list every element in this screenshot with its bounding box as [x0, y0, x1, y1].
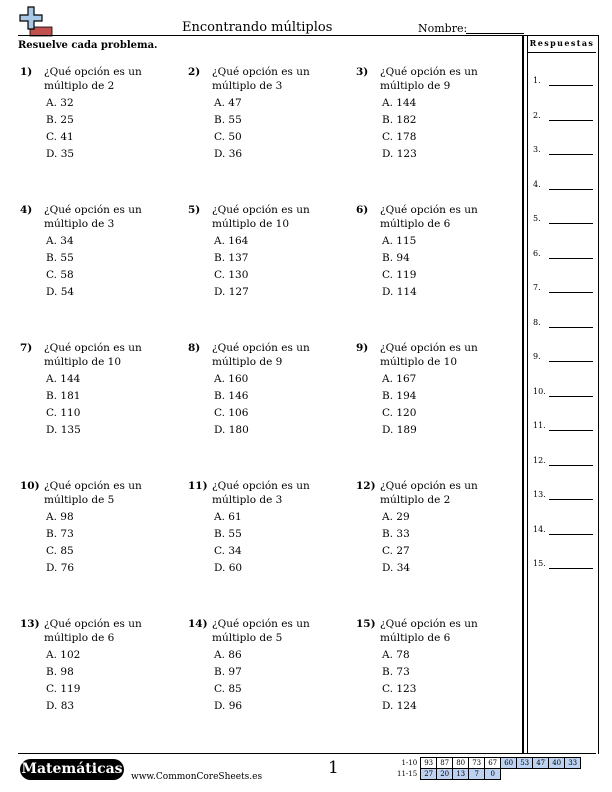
question-4: [20, 203, 170, 303]
footer-rule: [18, 753, 596, 754]
answer-option[interactable]: D. 123: [382, 148, 417, 160]
answer-blank-15[interactable]: [533, 559, 593, 571]
answer-option[interactable]: A. 102: [46, 649, 81, 661]
question-number: 10): [20, 480, 40, 492]
answer-key-cell: 67: [485, 758, 501, 769]
answers-panel-divider: [527, 35, 528, 753]
answer-number: 15.: [533, 559, 546, 568]
question-text: ¿Qué opción es un múltiplo de 10: [212, 204, 310, 230]
answer-option[interactable]: A. 164: [214, 235, 249, 247]
answer-number: 14.: [533, 524, 546, 534]
answer-key-cell: 13: [453, 769, 469, 780]
answer-key-row-label: 11-15: [397, 770, 418, 778]
answer-option[interactable]: C. 58: [46, 269, 74, 281]
question-text: ¿Qué opción es un múltiplo de 10: [44, 342, 142, 368]
answer-option[interactable]: A. 34: [46, 235, 74, 247]
question-5: [188, 203, 338, 303]
question-text: ¿Qué opción es un múltiplo de 3: [212, 480, 310, 506]
answer-option[interactable]: B. 94: [382, 252, 410, 264]
answer-blank-7[interactable]: [533, 283, 593, 295]
answer-line[interactable]: [549, 85, 593, 86]
question-8: [188, 341, 338, 441]
answer-line[interactable]: [549, 154, 593, 155]
answer-option[interactable]: D. 127: [214, 286, 249, 298]
answer-option[interactable]: B. 98: [46, 666, 74, 678]
logo-icon: [18, 5, 54, 37]
answer-option[interactable]: A. 144: [382, 97, 417, 109]
question-2: [188, 65, 338, 165]
answer-option[interactable]: B. 182: [382, 114, 417, 126]
question-15: [356, 617, 506, 717]
answer-line[interactable]: [549, 120, 593, 121]
answer-option[interactable]: B. 194: [382, 390, 417, 402]
answer-option[interactable]: D. 83: [46, 700, 75, 712]
answer-number: 5.: [533, 214, 541, 223]
question-number: 8): [188, 342, 201, 354]
answer-option[interactable]: A. 167: [382, 373, 417, 385]
header-rule: [18, 35, 524, 36]
site-url: www.CommonCoreSheets.es: [131, 772, 263, 782]
answer-option[interactable]: D. 34: [382, 562, 411, 574]
question-text: ¿Qué opción es un múltiplo de 2: [44, 66, 142, 92]
question-text: ¿Qué opción es un múltiplo de 5: [44, 480, 142, 506]
answer-line[interactable]: [549, 292, 593, 293]
answer-option[interactable]: D. 180: [214, 424, 249, 436]
answer-option[interactable]: B. 146: [214, 390, 249, 402]
answer-key-cell: 7: [469, 769, 485, 780]
answer-option[interactable]: C. 106: [214, 407, 249, 419]
answer-key-cell: 47: [533, 758, 549, 769]
answer-option[interactable]: C. 41: [46, 131, 74, 143]
answer-option[interactable]: C. 50: [214, 131, 242, 143]
question-13: [20, 617, 170, 717]
answer-option[interactable]: B. 55: [214, 528, 242, 540]
answer-option[interactable]: C. 120: [382, 407, 417, 419]
answer-blank-12[interactable]: [533, 456, 593, 468]
answer-blank-1[interactable]: [533, 76, 593, 88]
answer-blank-14[interactable]: [533, 525, 593, 537]
answer-key-row-label: 1-10: [401, 759, 418, 767]
question-number: 1): [20, 66, 33, 78]
question-number: 2): [188, 66, 201, 78]
answer-blank-11[interactable]: [533, 421, 593, 433]
answer-option[interactable]: D. 36: [214, 148, 243, 160]
answer-key-row: [395, 758, 581, 769]
answer-key-cell: 33: [565, 758, 581, 769]
answer-number: 2.: [533, 110, 541, 120]
answer-key-cell: 73: [469, 758, 485, 769]
question-text: ¿Qué opción es un múltiplo de 3: [44, 204, 142, 230]
answer-line[interactable]: [549, 223, 593, 224]
question-text: ¿Qué opción es un múltiplo de 6: [44, 618, 142, 644]
answer-key-cell: 53: [517, 758, 533, 769]
question-number: 5): [188, 204, 201, 216]
answer-key-cell: 80: [453, 758, 469, 769]
question-number: 15): [356, 618, 376, 630]
answer-option[interactable]: A. 47: [214, 97, 242, 109]
answer-option[interactable]: D. 60: [214, 562, 243, 574]
answer-blank-13[interactable]: [533, 490, 593, 502]
question-7: [20, 341, 170, 441]
question-number: 4): [20, 204, 33, 216]
question-number: 11): [188, 480, 208, 492]
question-text: ¿Qué opción es un múltiplo de 2: [380, 480, 478, 506]
answer-blank-2[interactable]: [533, 111, 593, 123]
answer-option[interactable]: D. 35: [46, 148, 75, 160]
answer-number: 12.: [533, 455, 546, 465]
answer-option[interactable]: A. 78: [382, 649, 410, 661]
answer-option[interactable]: A. 160: [214, 373, 249, 385]
name-field[interactable]: [466, 33, 524, 34]
answer-line[interactable]: [549, 568, 593, 569]
answer-option[interactable]: C. 34: [214, 545, 242, 557]
question-number: 9): [356, 342, 369, 354]
answer-key-cell: 40: [549, 758, 565, 769]
answer-option[interactable]: C. 178: [382, 131, 417, 143]
answer-key-cell: 60: [501, 758, 517, 769]
answer-option[interactable]: D. 96: [214, 700, 243, 712]
answer-number: 8.: [533, 317, 541, 327]
question-11: [188, 479, 338, 579]
answer-key-cell: 20: [437, 769, 453, 780]
answer-line[interactable]: [549, 258, 593, 259]
brand-badge: Matemáticas: [20, 759, 124, 780]
answer-number: 6.: [533, 248, 541, 258]
answer-option[interactable]: B. 55: [214, 114, 242, 126]
answer-option[interactable]: A. 29: [382, 511, 410, 523]
answer-option[interactable]: B. 33: [382, 528, 410, 540]
answer-line[interactable]: [549, 499, 593, 500]
question-9: [356, 341, 506, 441]
question-number: 6): [356, 204, 369, 216]
answer-number: 1.: [533, 76, 541, 85]
answer-option[interactable]: D. 124: [382, 700, 417, 712]
answer-option[interactable]: A. 86: [214, 649, 242, 661]
answer-option[interactable]: C. 130: [214, 269, 249, 281]
question-text: ¿Qué opción es un múltiplo de 6: [380, 618, 478, 644]
answer-option[interactable]: D. 114: [382, 286, 417, 298]
answers-panel-title: Respuestas: [529, 38, 595, 48]
question-text: ¿Qué opción es un múltiplo de 9: [380, 66, 478, 92]
answer-line[interactable]: [549, 327, 593, 328]
question-text: ¿Qué opción es un múltiplo de 10: [380, 342, 478, 368]
question-10: [20, 479, 170, 579]
question-14: [188, 617, 338, 717]
answer-blank-3[interactable]: [533, 145, 593, 157]
answer-option[interactable]: C. 110: [46, 407, 81, 419]
answer-option[interactable]: D. 76: [46, 562, 75, 574]
question-text: ¿Qué opción es un múltiplo de 6: [380, 204, 478, 230]
answer-option[interactable]: B. 73: [46, 528, 74, 540]
answer-option[interactable]: D. 54: [46, 286, 75, 298]
answer-blank-9[interactable]: [533, 352, 593, 364]
answer-option[interactable]: B. 25: [46, 114, 74, 126]
answer-option[interactable]: A. 98: [46, 511, 74, 523]
answer-option[interactable]: D. 135: [46, 424, 81, 436]
answer-option[interactable]: C. 85: [214, 683, 242, 695]
answer-line[interactable]: [549, 534, 593, 535]
answer-blank-4[interactable]: [533, 180, 593, 192]
answer-line[interactable]: [549, 361, 593, 362]
answer-option[interactable]: A. 61: [214, 511, 242, 523]
answer-number: 13.: [533, 490, 546, 499]
answer-option[interactable]: B. 181: [46, 390, 81, 402]
answer-option[interactable]: C. 123: [382, 683, 417, 695]
answer-key-cell: 0: [485, 769, 501, 780]
instructions: Resuelve cada problema.: [18, 40, 158, 51]
answers-panel-title-rule: [528, 52, 596, 53]
answer-option[interactable]: B. 73: [382, 666, 410, 678]
answer-key-cell: 87: [437, 758, 453, 769]
answer-blank-10[interactable]: [533, 387, 593, 399]
question-number: 14): [188, 618, 208, 630]
question-number: 12): [356, 480, 376, 492]
question-6: [356, 203, 506, 303]
answer-number: 4.: [533, 179, 541, 189]
question-12: [356, 479, 506, 579]
question-number: 3): [356, 66, 369, 78]
answer-option[interactable]: C. 119: [382, 269, 417, 281]
answer-number: 9.: [533, 352, 541, 361]
answer-line[interactable]: [549, 189, 593, 190]
question-text: ¿Qué opción es un múltiplo de 5: [212, 618, 310, 644]
answer-number: 10.: [533, 386, 546, 396]
answer-option[interactable]: C. 27: [382, 545, 410, 557]
answer-option[interactable]: D. 189: [382, 424, 417, 436]
answer-option[interactable]: A. 32: [46, 97, 74, 109]
question-text: ¿Qué opción es un múltiplo de 3: [212, 66, 310, 92]
answer-blank-8[interactable]: [533, 318, 593, 330]
answer-number: 11.: [533, 421, 546, 430]
question-text: ¿Qué opción es un múltiplo de 9: [212, 342, 310, 368]
question-number: 13): [20, 618, 40, 630]
page-number: 1: [328, 758, 339, 778]
answer-line[interactable]: [549, 396, 593, 397]
answer-option[interactable]: C. 119: [46, 683, 81, 695]
answer-key-cell: 27: [421, 769, 437, 780]
worksheet-title: Encontrando múltiplos: [182, 20, 333, 35]
answer-option[interactable]: A. 115: [382, 235, 417, 247]
question-1: [20, 65, 170, 165]
answer-number: 7.: [533, 283, 541, 292]
answer-option[interactable]: A. 144: [46, 373, 81, 385]
answer-line[interactable]: [549, 430, 593, 431]
answer-key-cell: 93: [421, 758, 437, 769]
answer-line[interactable]: [549, 465, 593, 466]
question-3: [356, 65, 506, 165]
answer-blank-6[interactable]: [533, 249, 593, 261]
answer-option[interactable]: C. 85: [46, 545, 74, 557]
name-label: Nombre:: [418, 22, 468, 35]
answer-option[interactable]: B. 137: [214, 252, 249, 264]
answer-key-row: [395, 769, 581, 780]
answer-option[interactable]: B. 97: [214, 666, 242, 678]
answer-key-table: [395, 757, 581, 780]
question-number: 7): [20, 342, 33, 354]
answer-number: 3.: [533, 145, 541, 154]
answer-blank-5[interactable]: [533, 214, 593, 226]
answer-option[interactable]: B. 55: [46, 252, 74, 264]
